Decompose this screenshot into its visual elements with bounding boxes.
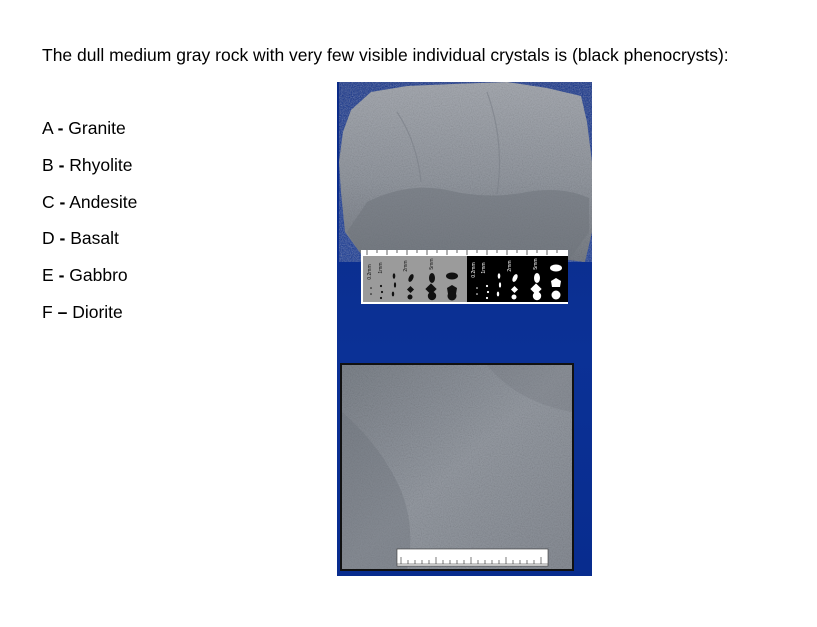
scale-card	[361, 250, 568, 304]
option-letter: B	[42, 154, 54, 175]
scale-label: 0.2mm	[367, 264, 373, 280]
option-separator: -	[58, 154, 65, 175]
rock-closeup	[340, 363, 574, 571]
answer-options	[42, 117, 137, 338]
option-separator: -	[58, 265, 65, 286]
rock-photo	[337, 82, 592, 576]
option-d[interactable]	[42, 227, 137, 264]
option-name: Gabbro	[69, 265, 128, 286]
question-text: The dull medium gray rock with very few visible individual crystals is (black phenocrysts):	[42, 45, 729, 65]
option-separator: -	[57, 118, 64, 138]
scale-label: 5mm	[533, 258, 539, 270]
scale-label: 2mm	[507, 260, 513, 272]
option-letter: E	[42, 265, 54, 286]
scale-label: 5mm	[429, 258, 435, 270]
closeup-scale-bar	[397, 549, 548, 566]
scale-label: 0.2mm	[471, 262, 477, 278]
option-f[interactable]	[42, 301, 137, 338]
scale-label: 1mm	[378, 262, 384, 274]
option-separator: -	[59, 191, 66, 212]
option-name: Rhyolite	[69, 154, 133, 175]
option-separator: –	[57, 301, 68, 322]
option-name: Andesite	[69, 191, 138, 212]
rock-photo-panel	[337, 82, 592, 576]
scale-label: 2mm	[403, 260, 409, 272]
option-letter: F	[42, 301, 53, 322]
option-letter: D	[42, 228, 55, 249]
option-a[interactable]	[42, 117, 137, 154]
scale-label: 1mm	[481, 262, 487, 274]
option-name: Diorite	[72, 301, 123, 322]
option-letter: C	[42, 191, 55, 212]
option-name: Basalt	[70, 228, 119, 249]
rock-sample	[339, 82, 592, 262]
option-c[interactable]	[42, 191, 137, 228]
option-b[interactable]	[42, 154, 137, 191]
option-e[interactable]	[42, 264, 137, 301]
option-separator: -	[59, 228, 66, 249]
option-letter: A	[42, 118, 53, 138]
option-name: Granite	[68, 118, 126, 138]
